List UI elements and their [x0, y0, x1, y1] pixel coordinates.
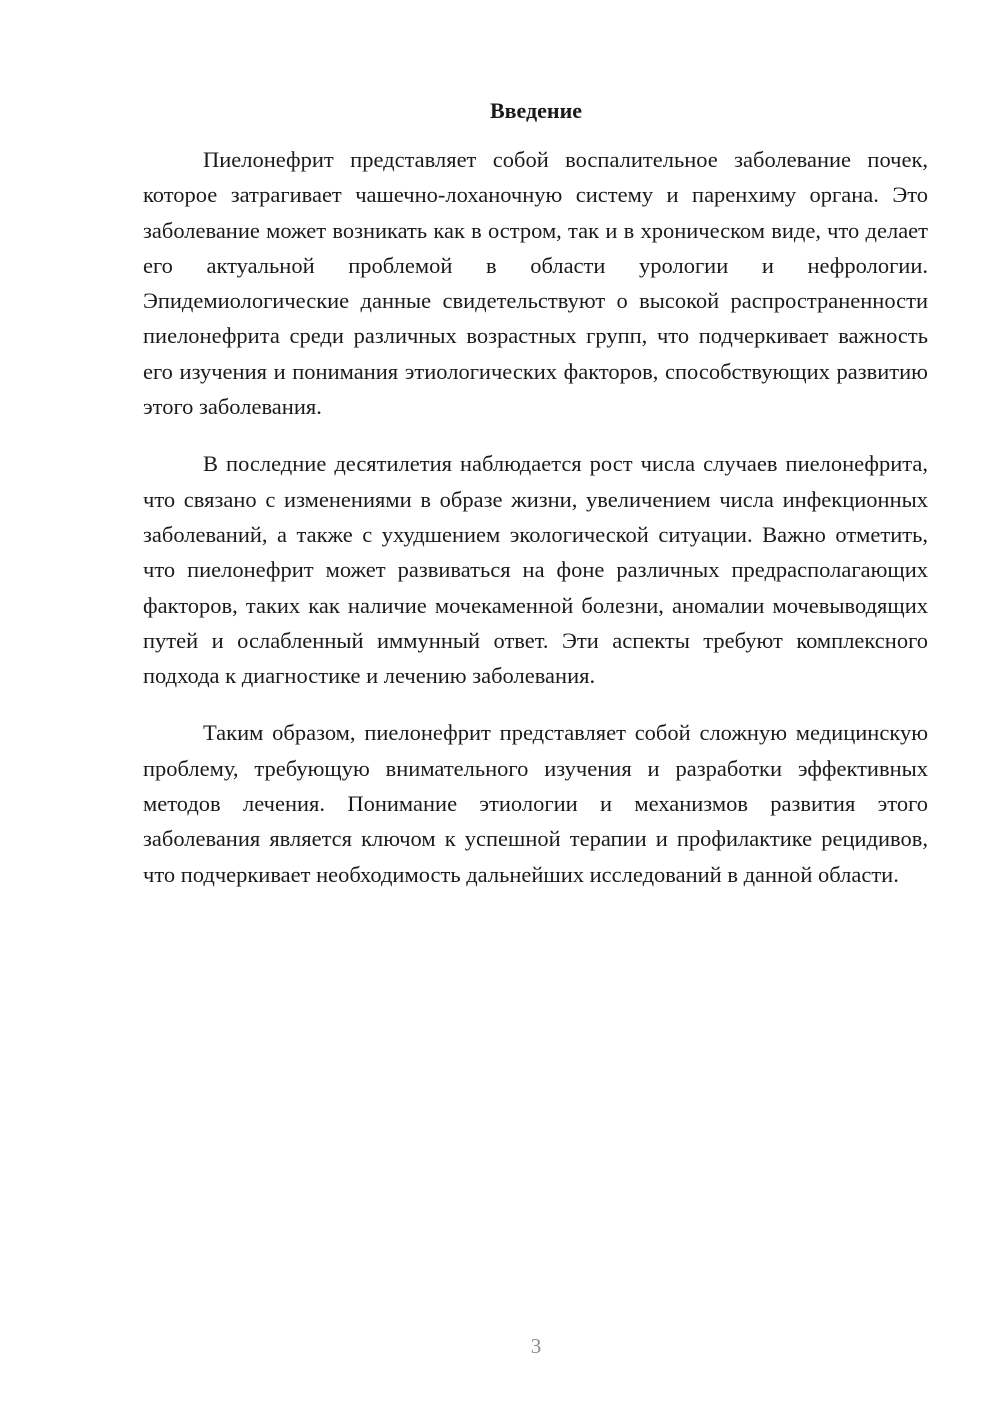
paragraph-3: Таким образом, пиелонефрит представляет собой сложную медицинскую проблему, требующую внимательного изучения и разработки эффективных методов лечения. Понимание этиологии и механизмов развития этого заболевания является ключом к успешной терапии и профилактике рецидивов, что подчеркивает необходимость дальнейших исследований в данной области.	[143, 720, 928, 887]
body-text	[143, 142, 928, 892]
paragraph-1: Пиелонефрит представляет собой воспалительное заболевание почек, которое затрагивает чашечно-лоханочную систему и паренхиму органа. Это заболевание может возникать как в остром, так и в хроническом виде, что делает его актуальной проблемой в области урологии и нефрологии. Эпидемиологические данные свидетельствуют о высокой распространенности пиелонефрита среди различных возрастных групп, что подчеркивает важность его изучения и понимания этиологических факторов, способствующих развитию этого заболевания.	[143, 147, 928, 420]
page-number: 3	[530, 1334, 542, 1358]
paragraph-2: В последние десятилетия наблюдается рост числа случаев пиелонефрита, что связано с изменениями в образе жизни, увеличением числа инфекционных заболеваний, а также с ухудшением экологической ситуации. Важно отметить, что пиелонефрит может развиваться на фоне различных предрасполагающих факторов, таких как наличие мочекаменной болезни, аномалии мочевыводящих путей и ослабленный иммунный ответ. Эти аспекты требуют комплексного подхода к диагностике и лечению заболевания.	[143, 451, 928, 689]
section-title: Введение	[489, 98, 583, 123]
